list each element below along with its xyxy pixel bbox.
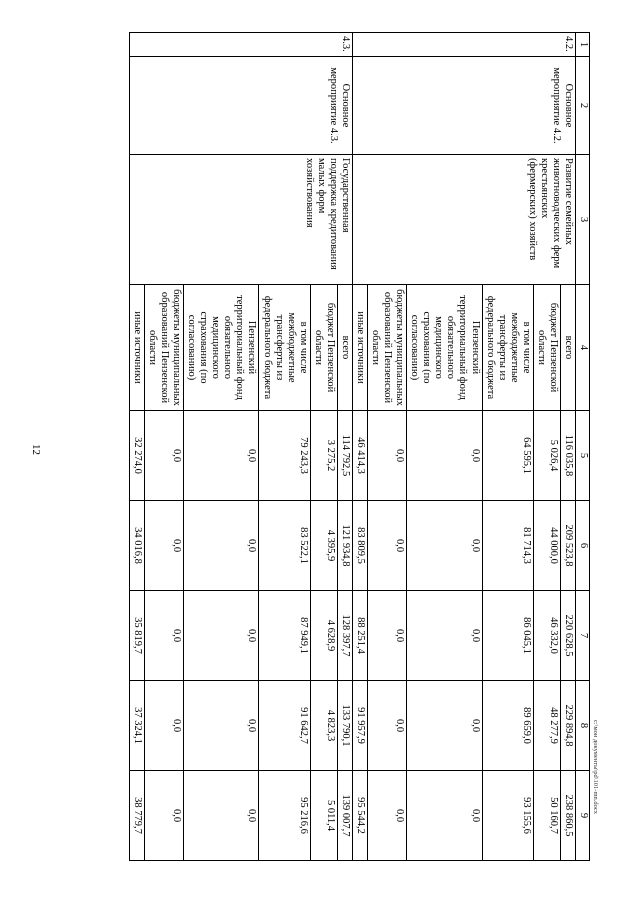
value-cell: 0,0 (184, 411, 259, 501)
value-cell: 0,0 (407, 771, 482, 861)
table-row (337, 33, 352, 861)
value-cell: 4 823,3 (310, 681, 337, 771)
table-row (560, 33, 575, 861)
value-cell: 86 045,1 (482, 591, 533, 681)
funding-source-cell: бюджеты муниципальных образований Пензенской области (144, 285, 183, 411)
page-number: 12 (30, 444, 42, 455)
value-cell: 88 251,4 (352, 591, 367, 681)
value-cell: 0,0 (144, 681, 183, 771)
funding-source-cell: иные источники (129, 285, 144, 411)
header-cell: 9 (576, 771, 590, 861)
value-cell: 64 595,1 (482, 411, 533, 501)
value-cell: 0,0 (368, 591, 407, 681)
value-cell: 238 860,5 (560, 771, 575, 861)
funding-source-cell: в том числе межбюджетные трансферты из федерального бюджета (482, 285, 533, 411)
value-cell: 0,0 (407, 591, 482, 681)
value-cell: 0,0 (144, 411, 183, 501)
value-cell: 0,0 (407, 681, 482, 771)
value-cell: 34 016,8 (129, 501, 144, 591)
value-cell: 128 397,7 (337, 591, 352, 681)
header-cell: 3 (576, 155, 590, 285)
value-cell: 121 934,8 (337, 501, 352, 591)
footer-path: c:\мои документы\pd\101-mn.docx (592, 720, 599, 815)
value-cell: 46 332,0 (533, 591, 560, 681)
value-cell: 87 949,1 (259, 591, 310, 681)
value-cell: 5 026,4 (533, 411, 560, 501)
value-cell: 116 035,8 (560, 411, 575, 501)
value-cell: 83 809,5 (352, 501, 367, 591)
value-cell: 44 000,0 (533, 501, 560, 591)
value-cell: 220 628,5 (560, 591, 575, 681)
event-code-cell: Основное мероприятие 4.2. (352, 57, 575, 155)
value-cell: 114 792,5 (337, 411, 352, 501)
header-cell: 1 (576, 33, 590, 57)
value-cell: 229 894,8 (560, 681, 575, 771)
event-name-cell: Развитие семейных животноводческих ферм крестьянских (фермерских) хозяйств (352, 155, 575, 285)
value-cell: 79 243,3 (259, 411, 310, 501)
value-cell: 81 714,3 (482, 501, 533, 591)
value-cell: 4 628,9 (310, 591, 337, 681)
funding-source-cell: бюджеты муниципальных образований Пензенской области (368, 285, 407, 411)
value-cell: 0,0 (368, 681, 407, 771)
header-cell: 7 (576, 591, 590, 681)
header-cell: 2 (576, 57, 590, 155)
value-cell: 0,0 (184, 681, 259, 771)
value-cell: 95 216,6 (259, 771, 310, 861)
value-cell: 50 160,7 (533, 771, 560, 861)
value-cell: 38 779,7 (129, 771, 144, 861)
value-cell: 89 659,0 (482, 681, 533, 771)
header-cell: 8 (576, 681, 590, 771)
funding-source-cell: бюджет Пензенской области (533, 285, 560, 411)
funding-source-cell: Пензенский территориальный фонд обязательного медицинского страхования (по согласованию) (184, 285, 259, 411)
header-cell: 5 (576, 411, 590, 501)
value-cell: 0,0 (407, 411, 482, 501)
funding-source-cell: бюджет Пензенской области (310, 285, 337, 411)
funding-source-cell: всего (560, 285, 575, 411)
value-cell: 0,0 (184, 501, 259, 591)
event-name-cell: Государственная поддержка кредитования малых форм хозяйствования (129, 155, 352, 285)
value-cell: 139 007,7 (337, 771, 352, 861)
value-cell: 0,0 (368, 501, 407, 591)
value-cell: 0,0 (368, 411, 407, 501)
header-cell: 4 (576, 285, 590, 411)
value-cell: 133 790,1 (337, 681, 352, 771)
value-cell: 91 957,9 (352, 681, 367, 771)
value-cell: 209 523,8 (560, 501, 575, 591)
value-cell: 0,0 (144, 771, 183, 861)
event-code-cell: Основное мероприятие 4.3. (129, 57, 352, 155)
value-cell: 32 274,0 (129, 411, 144, 501)
value-cell: 0,0 (184, 591, 259, 681)
funding-source-cell: иные источники (352, 285, 367, 411)
rotated-table-container (80, 32, 590, 860)
value-cell: 37 324,1 (129, 681, 144, 771)
value-cell: 35 819,7 (129, 591, 144, 681)
funding-source-cell: в том числе межбюджетные трансферты из федерального бюджета (259, 285, 310, 411)
value-cell: 0,0 (144, 501, 183, 591)
value-cell: 5 011,4 (310, 771, 337, 861)
funding-source-cell: Пензенский территориальный фонд обязательного медицинского страхования (по согласованию) (407, 285, 482, 411)
row-number-cell: 4.2. (352, 33, 575, 57)
row-number-cell: 4.3. (129, 33, 352, 57)
value-cell: 0,0 (184, 771, 259, 861)
value-cell: 93 155,6 (482, 771, 533, 861)
value-cell: 0,0 (368, 771, 407, 861)
budget-table (129, 32, 590, 861)
value-cell: 48 277,9 (533, 681, 560, 771)
value-cell: 3 275,2 (310, 411, 337, 501)
value-cell: 91 642,7 (259, 681, 310, 771)
table-body (129, 33, 575, 861)
value-cell: 0,0 (407, 501, 482, 591)
value-cell: 46 414,3 (352, 411, 367, 501)
value-cell: 95 544,2 (352, 771, 367, 861)
header-cell: 6 (576, 501, 590, 591)
header-row (576, 33, 590, 861)
value-cell: 83 522,1 (259, 501, 310, 591)
value-cell: 4 395,9 (310, 501, 337, 591)
funding-source-cell: всего (337, 285, 352, 411)
value-cell: 0,0 (144, 591, 183, 681)
